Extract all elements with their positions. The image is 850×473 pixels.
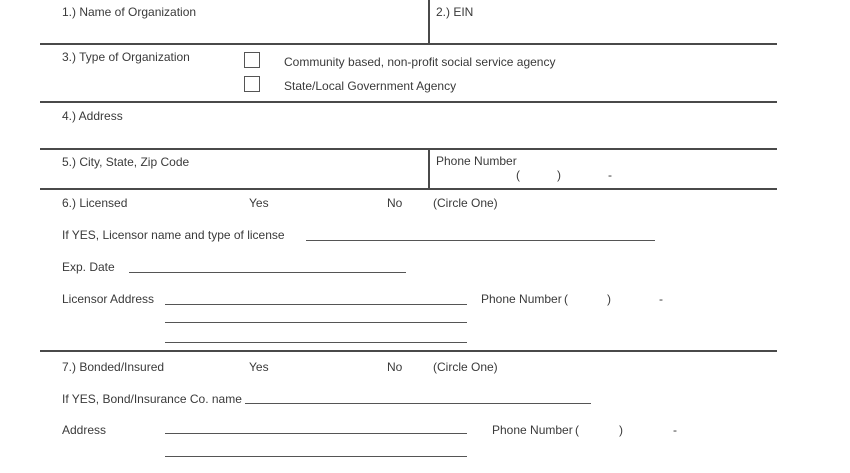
licensor-phone-close-paren: ) (607, 292, 611, 306)
licensor-phone-dash: - (659, 292, 663, 306)
phone-number-label: Phone Number (436, 154, 517, 168)
bond-phone-dash: - (673, 423, 677, 437)
phone-close-paren: ) (557, 168, 561, 182)
bond-address-line-2[interactable] (165, 456, 467, 457)
type-of-organization-label: 3.) Type of Organization (62, 50, 190, 64)
org-name-label: 1.) Name of Organization (62, 5, 197, 19)
bonded-insured-label: 7.) Bonded/Insured (62, 360, 165, 374)
bond-phone-label: Phone Number (492, 423, 573, 437)
divider-ein (428, 0, 430, 44)
licensor-address-label: Licensor Address (62, 292, 155, 306)
address-field[interactable] (42, 124, 776, 146)
divider-type (40, 101, 777, 103)
licensor-address-line-3[interactable] (165, 342, 467, 343)
licensor-phone-label: Phone Number (481, 292, 562, 306)
bonded-no-option[interactable]: No (387, 360, 403, 374)
exp-date-label: Exp. Date (62, 260, 115, 274)
divider-city (40, 188, 777, 190)
bond-insurance-name-label: If YES, Bond/Insurance Co. name (62, 392, 242, 406)
divider-licensed (40, 350, 777, 352)
licensed-yes-option[interactable]: Yes (249, 196, 269, 210)
licensor-phone-open-paren: ( (564, 292, 568, 306)
bond-phone-open-paren: ( (575, 423, 579, 437)
address-label: 4.) Address (62, 109, 123, 123)
licensor-address-line-2[interactable] (165, 322, 467, 323)
licensed-circle-one: (Circle One) (433, 196, 498, 210)
licensor-address-line-1[interactable] (165, 304, 467, 305)
licensor-name-line[interactable] (306, 240, 655, 241)
exp-date-line[interactable] (129, 272, 406, 273)
divider-top (40, 43, 777, 45)
government-checkbox[interactable] (244, 76, 260, 92)
nonprofit-checkbox[interactable] (244, 52, 260, 68)
licensor-name-label: If YES, Licensor name and type of license (62, 228, 285, 242)
government-option-label: State/Local Government Agency (284, 79, 457, 93)
licensed-label: 6.) Licensed (62, 196, 128, 210)
phone-open-paren: ( (516, 168, 520, 182)
bond-address-line-1[interactable] (165, 433, 467, 434)
bonded-circle-one: (Circle One) (433, 360, 498, 374)
phone-dash: - (608, 168, 612, 182)
nonprofit-option-label: Community based, non-profit social service agency (284, 55, 556, 69)
org-name-field[interactable] (42, 20, 426, 42)
bond-address-label: Address (62, 423, 107, 437)
bonded-yes-option[interactable]: Yes (249, 360, 269, 374)
licensed-no-option[interactable]: No (387, 196, 403, 210)
bond-insurance-name-line[interactable] (245, 403, 591, 404)
divider-address (40, 148, 777, 150)
bond-phone-close-paren: ) (619, 423, 623, 437)
ein-field[interactable] (432, 20, 776, 42)
city-state-zip-field[interactable] (42, 168, 426, 186)
divider-phone (428, 148, 430, 189)
ein-label: 2.) EIN (436, 5, 474, 19)
city-state-zip-label: 5.) City, State, Zip Code (62, 155, 190, 169)
